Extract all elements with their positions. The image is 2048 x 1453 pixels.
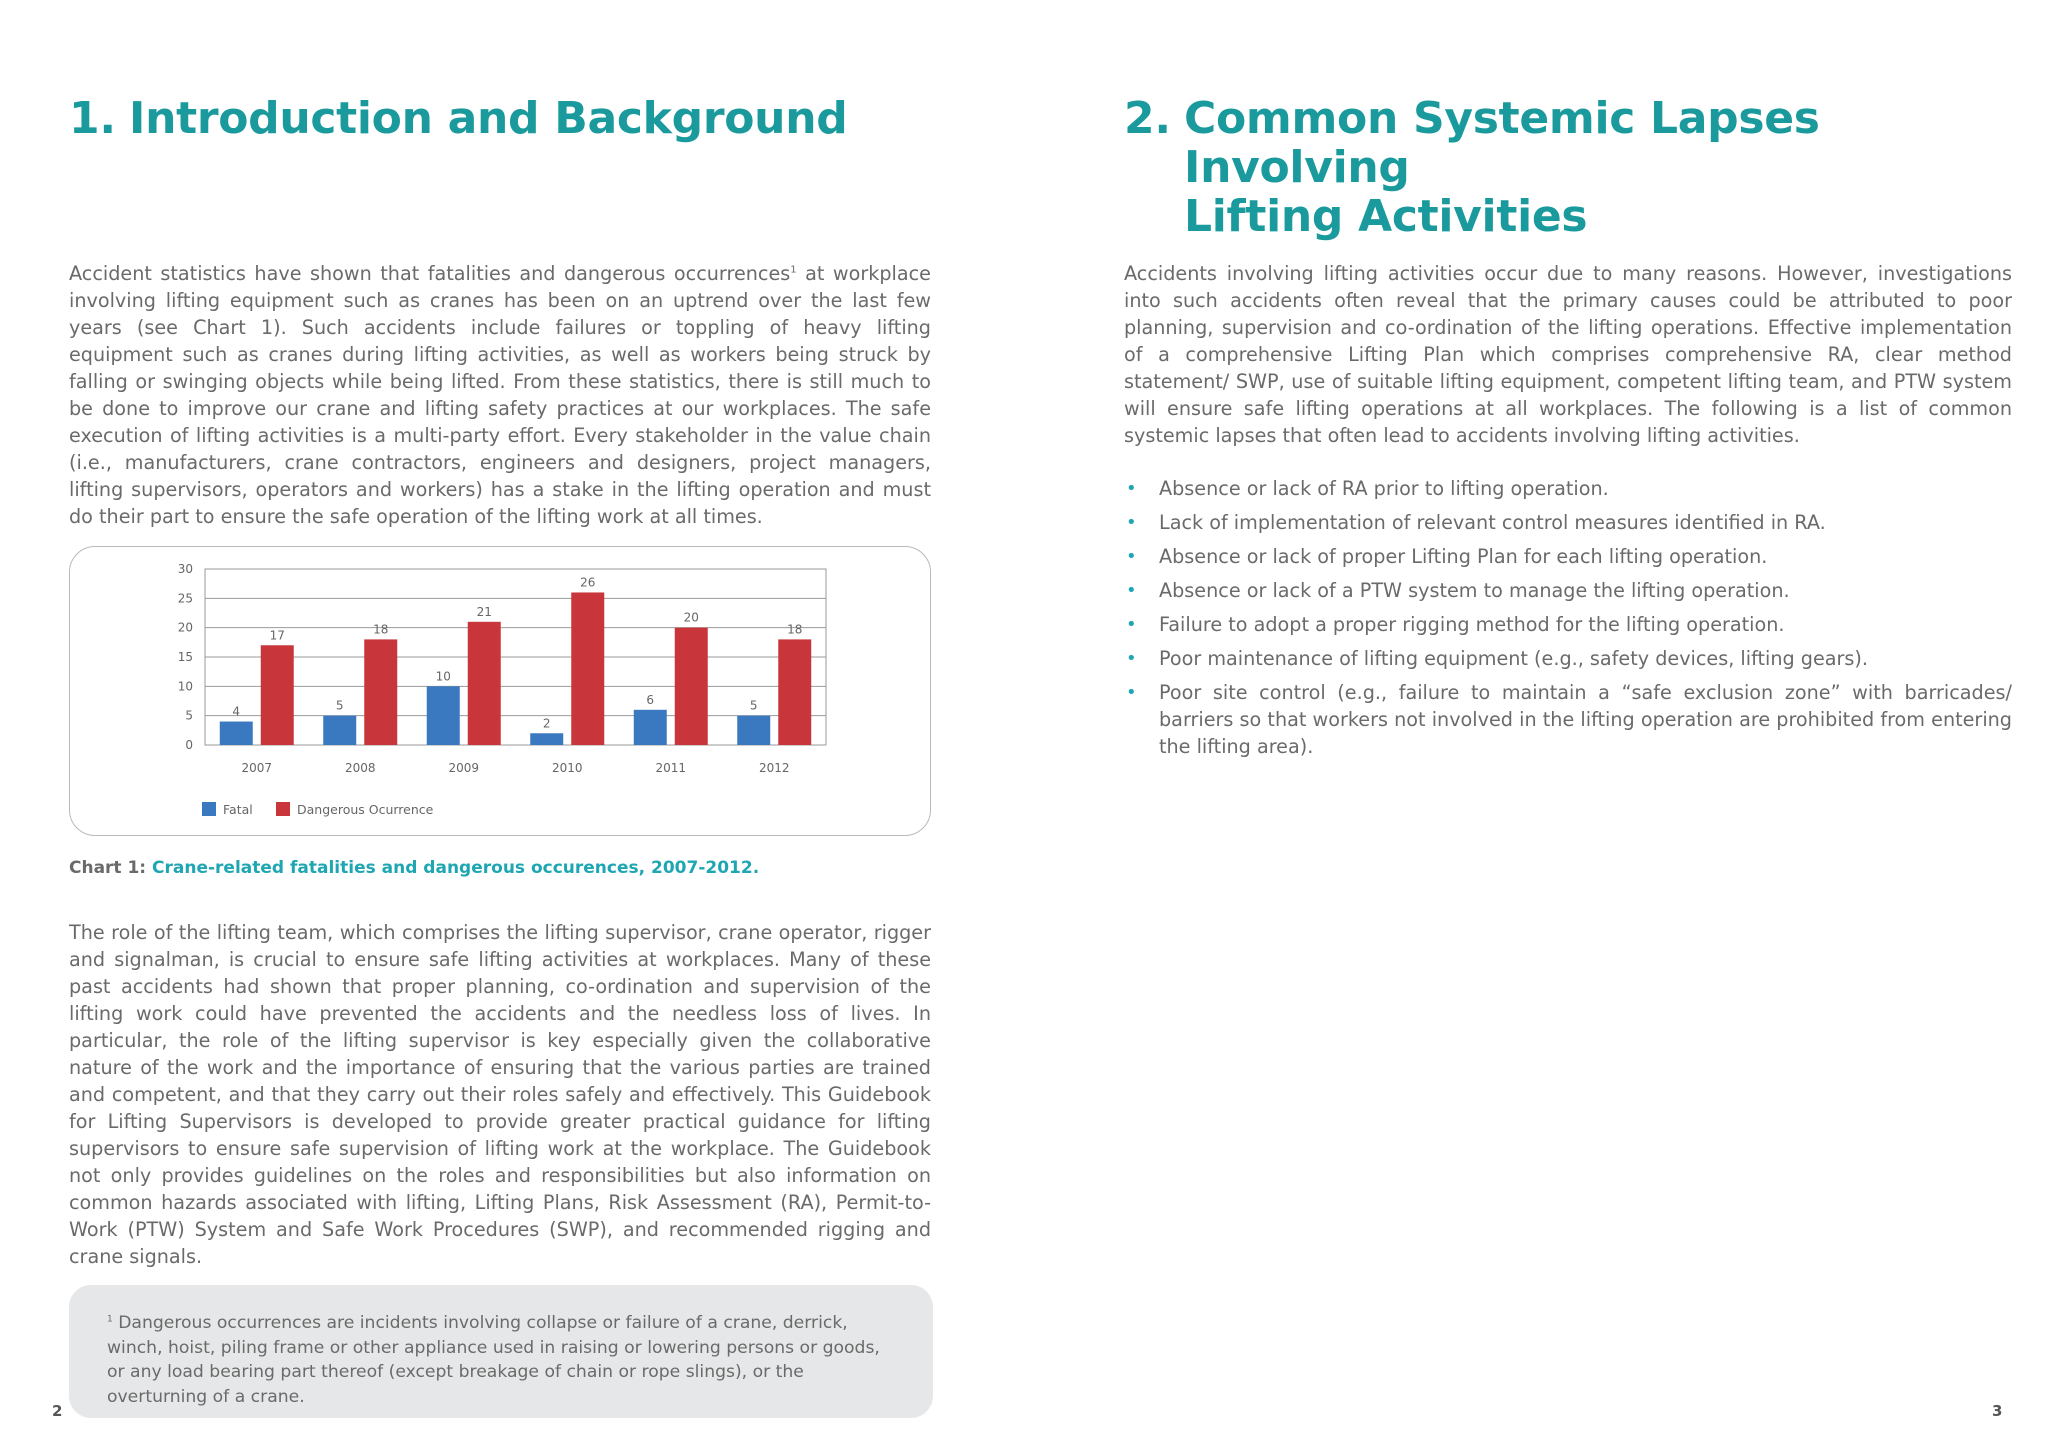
lapse-item-text: Absence or lack of RA prior to lifting operation.: [1159, 477, 1609, 500]
data-label: 5: [335, 698, 344, 713]
lapse-item: [1124, 475, 2012, 502]
data-label: 18: [787, 622, 803, 637]
lapse-item: [1124, 679, 2012, 760]
y-tick-label: 20: [177, 620, 193, 635]
data-label: 20: [683, 610, 699, 625]
bullet-icon: •: [1126, 478, 1137, 499]
bar-dangerous-ocurrence: [778, 639, 811, 745]
bar-dangerous-ocurrence: [261, 645, 294, 745]
lapse-item: [1124, 509, 2012, 536]
bar-dangerous-ocurrence: [468, 622, 501, 745]
data-label: 18: [373, 622, 389, 637]
bar-chart: [70, 547, 932, 837]
page-number-right: 3: [1992, 1402, 2003, 1420]
legend-label: Fatal: [223, 802, 253, 817]
bar-fatal: [220, 722, 253, 745]
footnote: [107, 1311, 897, 1409]
lapse-item-text: Absence or lack of a PTW system to manage the lifting operation.: [1159, 579, 1790, 602]
bullet-icon: •: [1126, 648, 1137, 669]
bullet-icon: •: [1126, 614, 1137, 635]
caption-label: Chart 1:: [69, 858, 147, 878]
heading-number: 2.: [1124, 93, 1171, 144]
x-tick-label: 2009: [448, 761, 480, 775]
y-tick-label: 0: [185, 738, 193, 752]
bullet-icon: •: [1126, 546, 1137, 567]
bar-fatal: [530, 733, 563, 745]
caption-text: Crane-related fatalities and dangerous occurences, 2007-2012.: [152, 858, 760, 878]
data-label: 6: [646, 692, 655, 707]
footnote-box: [69, 1285, 933, 1418]
section-1-heading: [69, 94, 969, 143]
footnote-ref[interactable]: 1: [790, 264, 797, 276]
legend-label: Dangerous Ocurrence: [297, 802, 434, 817]
x-tick-label: 2012: [758, 761, 790, 775]
intro-text-end: at workplace involving lifting equipment such as cranes has been on an uptrend over the last few years (see Chart 1). Such accidents include failures or toppling of heavy lifting equipment such as cranes during lifting activities, as well as workers being struck by falling or swinging objects while being lifted. From these statistics, there is still much to be done to improve our crane and lifting safety practices at our workplaces. The safe execution of lifting activities is a multi-party effort. Every stakeholder in the value chain (i.e., manufacturers, crane contractors, engineers and designers, project managers, lifting supervisors, operators and workers) has a stake in the lifting operation and must do their part to ensure the safe operation of the lifting work at all times.: [69, 262, 931, 528]
lapse-item-text: Lack of implementation of relevant control measures identified in RA.: [1159, 511, 1826, 534]
y-tick-label: 10: [177, 679, 193, 694]
bar-fatal: [427, 686, 460, 745]
intro-text-start: Accident statistics have shown that fatalities and dangerous occurrences: [69, 262, 791, 285]
right-page: [1024, 0, 2048, 1453]
bar-dangerous-ocurrence: [571, 592, 604, 745]
bar-fatal: [634, 710, 667, 745]
heading-line-2: Lifting Activities: [1184, 191, 1588, 242]
footnote-text: Dangerous occurrences are incidents involving collapse or failure of a crane, derrick, winch, hoist, piling frame or other appliance used in raising or lowering persons or goods, or any load bearing part thereof (except breakage of chain or rope slings), or the overturning of a crane.: [107, 1313, 880, 1407]
bullet-icon: •: [1126, 580, 1137, 601]
heading-number: 1.: [69, 93, 116, 144]
heading-text: Introduction and Background: [129, 93, 848, 144]
page-number-left: 2: [52, 1402, 63, 1420]
x-tick-label: 2010: [551, 761, 583, 775]
legend-swatch-icon: [276, 802, 290, 816]
lapse-item: [1124, 611, 2012, 638]
x-tick-label: 2011: [655, 761, 687, 775]
section-2-heading: [1124, 94, 2024, 241]
data-label: 4: [232, 704, 241, 719]
bullet-icon: •: [1126, 682, 1137, 703]
lapse-item-text: Poor maintenance of lifting equipment (e.g., safety devices, lifting gears).: [1159, 647, 1869, 670]
footnote-marker: 1: [107, 1314, 113, 1325]
bullet-icon: •: [1126, 512, 1137, 533]
lapses-intro-paragraph: Accidents involving lifting activities occur due to many reasons. However, investigations into such accidents often reveal that the primary causes could be attributed to poor planning, supervision and co-ordination of the lifting operations. Effective implementation of a comprehensive Lifting Plan which comprises comprehensive RA, clear method statement/ SWP, use of suitable lifting equipment, competent lifting team, and PTW system will ensure safe lifting operations at all workplaces. The following is a list of common systemic lapses that often lead to accidents involving lifting activities.: [1124, 262, 2012, 447]
x-tick-label: 2008: [344, 761, 376, 775]
lapse-item: [1124, 577, 2012, 604]
lapse-item: [1124, 645, 2012, 672]
data-label: 21: [476, 604, 492, 619]
chart-caption: [69, 856, 759, 880]
y-tick-label: 30: [177, 562, 193, 576]
lapse-item: [1124, 543, 2012, 570]
role-paragraph: The role of the lifting team, which comprises the lifting supervisor, crane operator, rigger and signalman, is crucial to ensure safe lifting activities at workplaces. Many of these past accidents had shown that proper planning, co-ordination and supervision of the lifting work could have prevented the accidents and the needless loss of lives. In particular, the role of the lifting supervisor is key especially given the collaborative nature of the work and the importance of ensuring that the various parties are trained and competent, and that they carry out their roles safely and effectively. This Guidebook for Lifting Supervisors is developed to provide greater practical guidance for lifting supervisors to ensure safe supervision of lifting work at the workplace. The Guidebook not only provides guidelines on the roles and responsibilities but also information on common hazards associated with lifting, Lifting Plans, Risk Assessment (RA), Permit-to-Work (PTW) System and Safe Work Procedures (SWP), and recommended rigging and crane signals.: [69, 921, 931, 1268]
bar-fatal: [323, 716, 356, 745]
lapse-item-text: Absence or lack of proper Lifting Plan for each lifting operation.: [1159, 545, 1768, 568]
y-tick-label: 25: [177, 591, 193, 606]
y-tick-label: 15: [177, 650, 193, 664]
lapses-list: [1124, 475, 2012, 767]
heading-line-1: Common Systemic Lapses Involving: [1184, 93, 1820, 193]
bar-dangerous-ocurrence: [675, 628, 708, 745]
y-tick-label: 5: [185, 708, 193, 723]
intro-paragraph: [69, 260, 931, 530]
x-tick-label: 2007: [241, 761, 273, 775]
data-label: 10: [435, 669, 451, 684]
data-label: 17: [269, 628, 285, 643]
bar-dangerous-ocurrence: [364, 639, 397, 745]
legend-swatch-icon: [202, 802, 216, 816]
chart-frame: [69, 546, 931, 836]
data-label: 5: [749, 698, 758, 713]
bar-fatal: [737, 716, 770, 745]
data-label: 26: [580, 575, 596, 590]
lapse-item-text: Poor site control (e.g., failure to maintain a “safe exclusion zone” with barricades/ barriers so that workers not involved in the lifting operation are prohibited from entering the lifting area).: [1159, 681, 2012, 758]
lapse-item-text: Failure to adopt a proper rigging method for the lifting operation.: [1159, 613, 1785, 636]
data-label: 2: [542, 716, 551, 731]
